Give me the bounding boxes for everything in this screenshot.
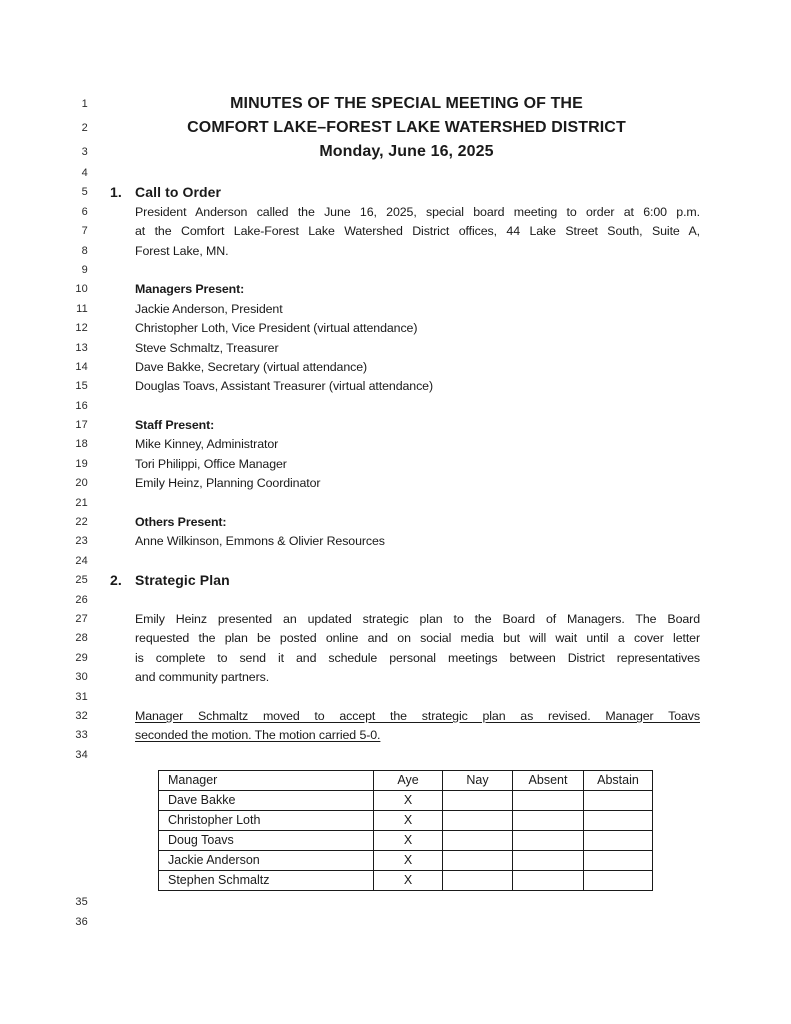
line-text: and community partners.: [135, 670, 270, 685]
line-number: 4: [81, 167, 88, 179]
line-text: [135, 688, 700, 707]
line-text: Managers Present:: [135, 282, 245, 297]
vote-mark-cell: [443, 851, 513, 871]
vote-mark-cell: [443, 811, 513, 831]
doc-line: [0, 552, 791, 571]
vote-manager-cell: Christopher Loth: [159, 811, 374, 831]
line-number: 12: [75, 322, 88, 335]
doc-line: [0, 416, 791, 435]
line-text: [135, 591, 700, 610]
doc-line: [0, 261, 791, 280]
section-number: 1.: [110, 184, 122, 201]
vote-mark-cell: [584, 851, 653, 871]
section-title: Strategic Plan: [135, 572, 230, 589]
doc-line: [0, 610, 791, 629]
line-text: Staff Present:: [135, 418, 215, 433]
line-text: seconded the motion. The motion carried 5-0.: [135, 728, 381, 743]
line-text: Emily Heinz presented an updated strategic plan to the Board of Managers. The Board: [135, 611, 700, 626]
line-number: 21: [75, 496, 88, 509]
line-number: 9: [81, 263, 88, 276]
line-text: Manager Schmaltz moved to accept the strategic plan as revised. Manager Toavs: [135, 708, 700, 723]
vote-mark-cell: [513, 871, 584, 891]
vote-table-header-row: [159, 771, 653, 791]
vote-table-row: [159, 851, 653, 871]
line-text: [135, 494, 700, 513]
doc-line: [0, 300, 791, 319]
doc-line: [0, 532, 791, 551]
vote-mark-cell: X: [374, 811, 443, 831]
line-number: 13: [75, 341, 88, 354]
line-number: 19: [75, 457, 88, 470]
line-text: Christopher Loth, Vice President (virtual attendance): [135, 321, 418, 336]
line-text: is complete to send it and schedule personal meetings between District representatives: [135, 650, 700, 665]
line-text: Anne Wilkinson, Emmons & Olivier Resources: [135, 534, 385, 549]
doc-line: [0, 913, 791, 932]
vote-mark-cell: X: [374, 831, 443, 851]
vote-mark-cell: [443, 831, 513, 851]
minutes-document: [0, 92, 791, 932]
doc-line: [0, 668, 791, 687]
line-number: 25: [75, 574, 88, 587]
doc-line: [0, 707, 791, 726]
doc-line: [0, 513, 791, 532]
vote-header-cell: Abstain: [584, 771, 653, 791]
line-text: Douglas Toavs, Assistant Treasurer (virtual attendance): [135, 379, 433, 394]
vote-table-row: [159, 811, 653, 831]
vote-mark-cell: [584, 791, 653, 811]
line-number: 2: [81, 122, 88, 134]
doc-line: [0, 242, 791, 261]
line-number: 7: [81, 225, 88, 238]
vote-mark-cell: [584, 811, 653, 831]
line-number: 1: [81, 98, 88, 110]
line-number: 29: [75, 651, 88, 664]
line-number: 28: [75, 632, 88, 645]
vote-mark-cell: X: [374, 871, 443, 891]
doc-line: [0, 116, 791, 140]
vote-mark-cell: [513, 831, 584, 851]
line-text: [135, 397, 700, 416]
line-number: 24: [75, 554, 88, 567]
vote-manager-cell: Jackie Anderson: [159, 851, 374, 871]
line-number: 27: [75, 612, 88, 625]
doc-line: [0, 571, 791, 590]
doc-line: [0, 455, 791, 474]
vote-table-row: [159, 791, 653, 811]
line-text: Dave Bakke, Secretary (virtual attendance): [135, 359, 368, 374]
line-number: 5: [81, 186, 88, 199]
doc-line: [0, 629, 791, 648]
vote-manager-cell: Stephen Schmaltz: [159, 871, 374, 891]
vote-manager-cell: Doug Toavs: [159, 831, 374, 851]
line-number: 15: [75, 380, 88, 393]
line-number: 32: [75, 709, 88, 722]
vote-table: [158, 770, 653, 891]
line-text: Tori Philippi, Office Manager: [135, 456, 287, 471]
line-text: Jackie Anderson, President: [135, 301, 283, 316]
line-number: 22: [75, 516, 88, 529]
doc-line: [0, 183, 791, 202]
doc-line: [0, 164, 791, 183]
line-text: [135, 261, 700, 280]
line-number: 18: [75, 438, 88, 451]
vote-mark-cell: [513, 811, 584, 831]
vote-header-cell: Manager: [159, 771, 374, 791]
doc-line: [0, 494, 791, 513]
doc-line: [0, 688, 791, 707]
line-number: 30: [75, 671, 88, 684]
line-text: Monday, June 16, 2025: [319, 143, 494, 160]
section-heading: [110, 571, 700, 590]
line-text: President Anderson called the June 16, 2025, special board meeting to order at 6:00 p.m.: [135, 204, 700, 219]
line-number: 23: [75, 535, 88, 548]
line-text: Mike Kinney, Administrator: [135, 437, 279, 452]
vote-manager-cell: Dave Bakke: [159, 791, 374, 811]
line-number: 36: [75, 915, 88, 928]
line-number: 10: [75, 283, 88, 296]
doc-line: [0, 893, 791, 912]
line-text: COMFORT LAKE–FOREST LAKE WATERSHED DISTRICT: [187, 119, 626, 136]
line-number: 26: [75, 593, 88, 606]
vote-header-cell: Absent: [513, 771, 584, 791]
doc-line: [0, 726, 791, 745]
vote-mark-cell: [513, 791, 584, 811]
line-number: 14: [75, 360, 88, 373]
vote-mark-cell: X: [374, 851, 443, 871]
line-number: 8: [81, 244, 88, 257]
vote-header-cell: Nay: [443, 771, 513, 791]
doc-line: [0, 140, 791, 164]
doc-line: [0, 203, 791, 222]
line-text: Forest Lake, MN.: [135, 243, 229, 258]
line-text: [135, 164, 700, 183]
vote-mark-cell: [584, 871, 653, 891]
line-number: 3: [81, 146, 88, 158]
line-number: 33: [75, 729, 88, 742]
line-text: Others Present:: [135, 515, 227, 530]
doc-line: [0, 222, 791, 241]
doc-line: [0, 435, 791, 454]
doc-line: [0, 319, 791, 338]
line-text: requested the plan be posted online and on social media but will wait until a cover letter: [135, 631, 700, 646]
line-number: 11: [76, 302, 88, 315]
vote-mark-cell: [443, 791, 513, 811]
doc-line: [0, 591, 791, 610]
vote-table-container: [158, 770, 791, 891]
line-number: 16: [75, 399, 88, 412]
doc-line: [0, 474, 791, 493]
doc-line: [0, 649, 791, 668]
section-heading: [110, 183, 700, 202]
line-text: [135, 552, 700, 571]
vote-header-cell: Aye: [374, 771, 443, 791]
vote-mark-cell: X: [374, 791, 443, 811]
doc-line: [0, 339, 791, 358]
vote-mark-cell: [584, 831, 653, 851]
line-text: Emily Heinz, Planning Coordinator: [135, 476, 321, 491]
vote-table-row: [159, 871, 653, 891]
line-number: 34: [75, 748, 88, 761]
doc-line: [0, 280, 791, 299]
vote-mark-cell: [443, 871, 513, 891]
line-text: Steve Schmaltz, Treasurer: [135, 340, 279, 355]
line-text: at the Comfort Lake-Forest Lake Watershed District offices, 44 Lake Street South, Suite A,: [135, 224, 700, 239]
line-text: [135, 913, 700, 932]
doc-line: [0, 397, 791, 416]
line-text: [135, 746, 700, 765]
vote-table-row: [159, 831, 653, 851]
doc-line: [0, 358, 791, 377]
line-number: 6: [81, 205, 88, 218]
section-number: 2.: [110, 572, 122, 589]
line-number: 17: [75, 419, 88, 432]
doc-line: [0, 377, 791, 396]
section-title: Call to Order: [135, 184, 222, 201]
line-text: [135, 893, 700, 912]
doc-line: [0, 92, 791, 116]
line-text: MINUTES OF THE SPECIAL MEETING OF THE: [230, 95, 583, 112]
line-number: 31: [75, 690, 88, 703]
doc-line: [0, 746, 791, 765]
line-number: 20: [75, 477, 88, 490]
vote-mark-cell: [513, 851, 584, 871]
line-number: 35: [75, 896, 88, 909]
